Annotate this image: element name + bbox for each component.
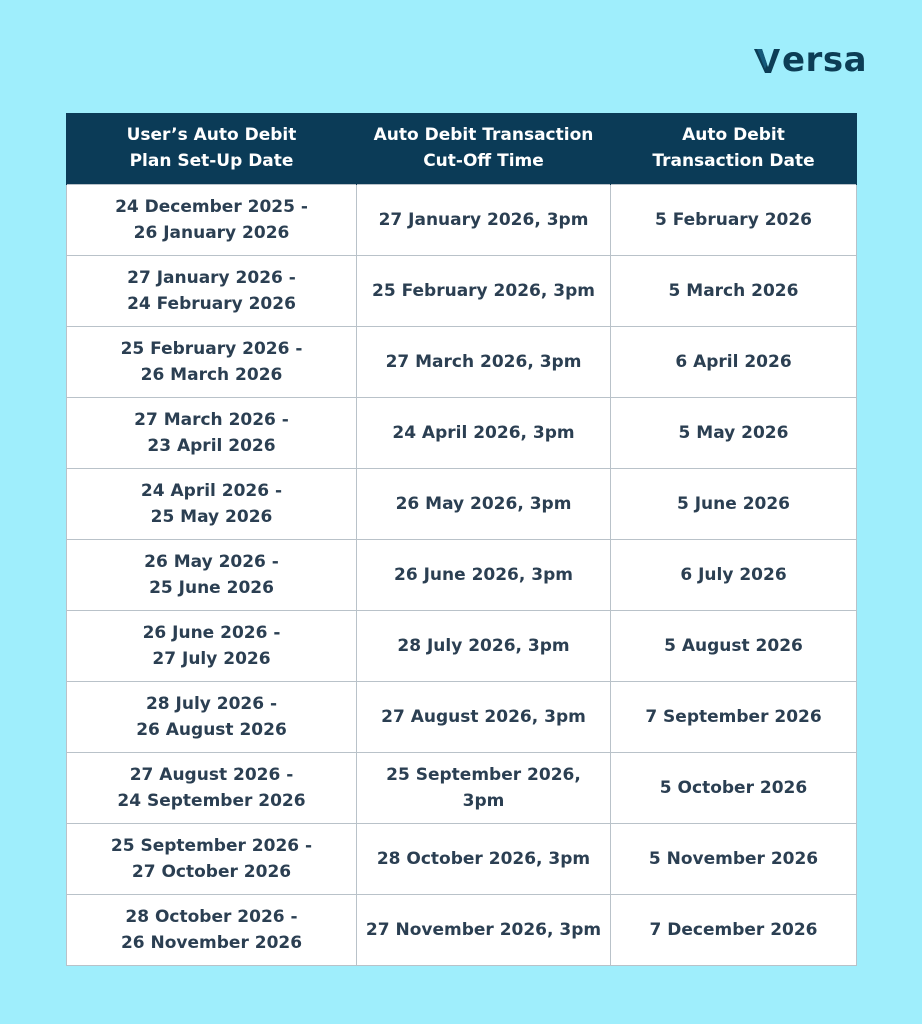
table-row <box>67 184 857 255</box>
cutoff-time-cell: 27 March 2026, 3pm <box>357 326 611 397</box>
header-setup-date-label: User’s Auto Debit Plan Set-Up Date <box>126 125 297 172</box>
transaction-date-cell: 6 April 2026 <box>611 326 857 397</box>
setup-date-cell: 28 October 2026 - 26 November 2026 <box>67 894 357 965</box>
cutoff-time-cell: 24 April 2026, 3pm <box>357 397 611 468</box>
versa-v-mark-icon <box>754 43 780 77</box>
header-cutoff-time-label: Auto Debit Transaction Cut-Off Time <box>373 125 594 172</box>
cutoff-time-cell: 26 May 2026, 3pm <box>357 468 611 539</box>
table-row <box>67 468 857 539</box>
table-row <box>67 823 857 894</box>
header-setup-date <box>67 113 357 184</box>
cutoff-time-cell: 27 January 2026, 3pm <box>357 184 611 255</box>
auto-debit-schedule-table <box>66 113 857 966</box>
cutoff-time-cell: 25 September 2026, 3pm <box>357 752 611 823</box>
cutoff-time-cell: 27 August 2026, 3pm <box>357 681 611 752</box>
versa-logo-text: ersa <box>782 40 868 80</box>
setup-date-cell: 27 August 2026 - 24 September 2026 <box>67 752 357 823</box>
setup-date-cell: 25 February 2026 - 26 March 2026 <box>67 326 357 397</box>
transaction-date-cell: 5 February 2026 <box>611 184 857 255</box>
transaction-date-cell: 5 November 2026 <box>611 823 857 894</box>
cutoff-time-cell: 26 June 2026, 3pm <box>357 539 611 610</box>
table-row <box>67 681 857 752</box>
cutoff-time-cell: 25 February 2026, 3pm <box>357 255 611 326</box>
setup-date-cell: 24 April 2026 - 25 May 2026 <box>67 468 357 539</box>
cutoff-time-cell: 27 November 2026, 3pm <box>357 894 611 965</box>
setup-date-cell: 27 January 2026 - 24 February 2026 <box>67 255 357 326</box>
table-header-row <box>67 113 857 184</box>
setup-date-cell: 26 June 2026 - 27 July 2026 <box>67 610 357 681</box>
cutoff-time-cell: 28 July 2026, 3pm <box>357 610 611 681</box>
transaction-date-cell: 7 December 2026 <box>611 894 857 965</box>
header-transaction-date <box>611 113 857 184</box>
transaction-date-cell: 7 September 2026 <box>611 681 857 752</box>
transaction-date-cell: 5 March 2026 <box>611 255 857 326</box>
cutoff-time-cell: 28 October 2026, 3pm <box>357 823 611 894</box>
versa-logo <box>754 40 867 80</box>
table-row <box>67 894 857 965</box>
header-transaction-date-label: Auto Debit Transaction Date <box>652 125 815 172</box>
table-row <box>67 255 857 326</box>
table-row <box>67 397 857 468</box>
table-row <box>67 326 857 397</box>
transaction-date-cell: 6 July 2026 <box>611 539 857 610</box>
transaction-date-cell: 5 October 2026 <box>611 752 857 823</box>
table-row <box>67 539 857 610</box>
table-row <box>67 752 857 823</box>
transaction-date-cell: 5 June 2026 <box>611 468 857 539</box>
setup-date-cell: 25 September 2026 - 27 October 2026 <box>67 823 357 894</box>
setup-date-cell: 28 July 2026 - 26 August 2026 <box>67 681 357 752</box>
table-row <box>67 610 857 681</box>
header-cutoff-time <box>357 113 611 184</box>
setup-date-cell: 26 May 2026 - 25 June 2026 <box>67 539 357 610</box>
transaction-date-cell: 5 May 2026 <box>611 397 857 468</box>
setup-date-cell: 27 March 2026 - 23 April 2026 <box>67 397 357 468</box>
transaction-date-cell: 5 August 2026 <box>611 610 857 681</box>
setup-date-cell: 24 December 2025 - 26 January 2026 <box>67 184 357 255</box>
